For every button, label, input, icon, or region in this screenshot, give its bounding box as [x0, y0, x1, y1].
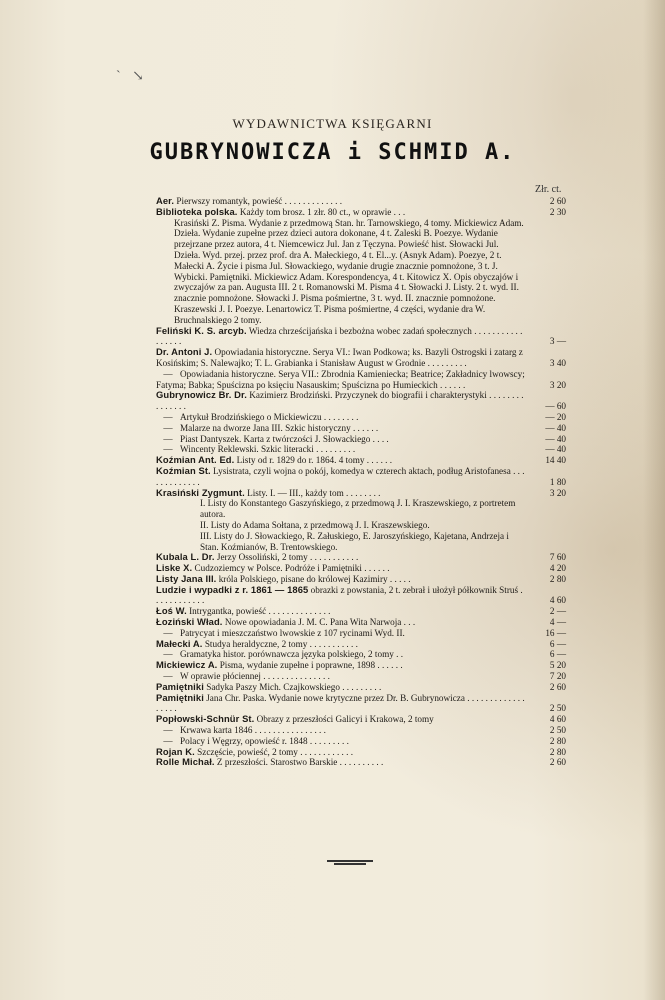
entry-author: Łoziński Wład.	[156, 616, 223, 628]
catalog-entry	[156, 434, 566, 445]
entry-text	[156, 747, 566, 758]
catalog-entry	[156, 714, 566, 725]
entry-title: Krwawa karta 1846 . . . . . . . . . . . . . . . .	[180, 725, 326, 736]
entry-text	[156, 488, 566, 499]
entry-text	[156, 725, 566, 736]
entry-price: 4 20	[549, 563, 566, 574]
entry-title: Listy. I. — III., każdy tom . . . . . . . .	[247, 487, 381, 498]
ditto-dash: —	[163, 735, 173, 746]
ditto-dash: —	[163, 627, 173, 638]
catalog-entry	[156, 736, 566, 747]
entry-price: 6 —	[549, 649, 566, 660]
entry-title: Sadyka Paszy Mich. Czajkowskiego . . . . . . . . .	[206, 681, 382, 692]
entry-text	[156, 455, 566, 466]
entry-title: Każdy tom brosz. 1 złr. 80 ct., w oprawie . . .	[239, 206, 406, 217]
entry-title: Z przeszłości. Starostwo Barskie . . . . . . . . . .	[216, 757, 384, 768]
entry-title: Cudzoziemcy w Polsce. Podróże i Pamiętniki . . . . . .	[194, 563, 390, 574]
entry-text	[156, 649, 566, 660]
entry-author: Pamiętniki	[156, 691, 204, 703]
entry-price: 2 —	[549, 606, 566, 617]
catalog-entry	[156, 725, 566, 736]
entry-title: Nowe opowiadania J. M. C. Pana Wita Narwoja . . .	[224, 617, 416, 628]
catalog-entry	[156, 552, 566, 563]
entry-title: Gramatyka histor. porównawcza języka polskiego, 2 tomy . .	[180, 649, 403, 660]
entry-author: Ludzie i wypadki z r. 1861 — 1865	[156, 583, 309, 595]
catalog-entry	[156, 747, 566, 758]
ditto-dash: —	[163, 411, 173, 422]
entry-text	[156, 390, 566, 412]
entry-title: Artykuł Brodzińskiego o Mickiewiczu . . . . . . . .	[180, 411, 359, 422]
catalog-entry	[156, 649, 566, 660]
entry-title: Listy od r. 1829 do r. 1864. 4 tomy . . . . . .	[236, 455, 393, 466]
entry-price: 1 80	[549, 476, 566, 487]
entry-price: 2 30	[549, 206, 566, 217]
entry-price: 2 80	[549, 573, 566, 584]
catalog-entry	[156, 326, 566, 348]
ditto-dash: —	[163, 649, 173, 660]
entry-text	[156, 671, 566, 682]
catalog-entry	[156, 423, 566, 434]
entry-text	[156, 347, 566, 369]
entry-title: Jerzy Ossoliński, 2 tomy . . . . . . . . . . .	[216, 552, 359, 563]
entry-price: 3 20	[549, 379, 566, 390]
entry-price: 14 40	[545, 455, 566, 466]
ditto-dash: —	[163, 671, 173, 682]
entry-author: Kubala L. Dr.	[156, 551, 215, 563]
catalog-entry	[156, 347, 566, 369]
entry-title: Opowiadania historyczne. Serya VII.: Zbrodnia Kamieniecka; Beatrice; Zakładnicy lwowscy; Fatyma; Babka; Spuścizna po księciu Nasauskim; Spuścizna po Humieckich . . . . . .	[156, 368, 525, 390]
entry-text	[156, 423, 566, 434]
catalog-entry	[156, 639, 566, 650]
entry-text	[156, 736, 566, 747]
entry-author: Rojan K.	[156, 745, 195, 757]
catalog-entry	[156, 207, 566, 218]
entry-author: Gubrynowicz Br. Dr.	[156, 389, 247, 401]
entry-price: 3 —	[549, 336, 566, 347]
entry-title: Patrycyat i mieszczaństwo lwowskie z 107 rycinami Wyd. II.	[180, 627, 405, 638]
entry-title: Obrazy z przeszłości Galicyi i Krakowa, 2 tomy	[256, 714, 434, 725]
entry-author: Koźmian St.	[156, 464, 211, 476]
entry-title: Polacy i Węgrzy, opowieść r. 1848 . . . . . . . . .	[180, 735, 349, 746]
entry-price: — 40	[545, 433, 566, 444]
entry-author: Liske X.	[156, 562, 193, 574]
catalog-entry	[156, 693, 566, 715]
entry-text	[156, 520, 566, 531]
entry-text	[156, 207, 566, 218]
entry-price: 2 50	[549, 703, 566, 714]
entry-title: Opowiadania historyczne. Serya VI.: Iwan Podkowa; ks. Bazyli Ostrogski i zatarg z Kosińskim; S. Nalewajko; T. L. Grabianka i Stanisław August w Grodnie . . . . . . . . .	[156, 347, 523, 368]
entry-price: 2 60	[549, 196, 566, 206]
catalog-entry	[156, 520, 566, 531]
catalog-entry	[156, 660, 566, 671]
entry-author: Łoś W.	[156, 605, 187, 617]
entry-title: Jana Chr. Paska. Wydanie nowe krytyczne przez Dr. B. Gubrynowicza . . . . . . . . . . . . . . . . . .	[156, 692, 525, 714]
catalog-entry	[156, 563, 566, 574]
entry-price: 2 60	[549, 681, 566, 692]
publisher-name: GUBRYNOWICZA i SCHMID A.	[149, 140, 516, 165]
entry-text	[156, 693, 566, 715]
entry-author: Pamiętniki	[156, 680, 204, 692]
entry-price: 4 60	[549, 595, 566, 606]
catalog-entry	[156, 617, 566, 628]
entry-author: Mickiewicz A.	[156, 659, 218, 671]
catalog-list	[156, 196, 566, 768]
entry-title: W oprawie płóciennej . . . . . . . . . . . . . . .	[180, 671, 330, 682]
ditto-dash: —	[163, 444, 173, 455]
entry-author: Listy Jana III.	[156, 572, 217, 584]
pencil-mark: ` ↘	[116, 69, 148, 84]
entry-text	[156, 639, 566, 650]
entry-title: Lysistrata, czyli wojna o pokój, komedya w czterech aktach, podług Aristofanesa . . . . . . . . . . . . .	[156, 465, 525, 487]
entry-price: 4 —	[549, 617, 566, 628]
entry-price: — 40	[545, 422, 566, 433]
entry-text	[156, 412, 566, 423]
catalog-entry	[156, 412, 566, 423]
ditto-dash: —	[163, 725, 173, 736]
entry-title: I. Listy do Konstantego Gaszyńskiego, z przedmową J. I. Kraszewskiego, z portretem autora.	[200, 498, 516, 520]
entry-price: — 40	[545, 444, 566, 455]
entry-price: — 20	[545, 411, 566, 422]
entry-author: Feliński K. S. arcyb.	[156, 324, 247, 336]
closing-ornament	[327, 860, 373, 864]
entry-price: — 60	[545, 401, 566, 412]
catalog-entry	[156, 369, 566, 391]
catalog-entry	[156, 585, 566, 607]
entry-price: 7 20	[549, 671, 566, 682]
ditto-dash: —	[163, 368, 173, 379]
entry-text	[156, 326, 566, 348]
entry-title: Intrygantka, powieść . . . . . . . . . . . . . .	[189, 606, 331, 617]
entry-text	[156, 218, 566, 326]
publisher-heading: WYDAWNICTWA KSIĘGARNI	[232, 116, 433, 131]
entry-title: obrazki z powstania, 2 t. zebrał i ułożył półkownik Struś . . . . . . . . . . . .	[156, 584, 523, 606]
entry-price: 4 60	[549, 714, 566, 725]
entry-title: Studya heraldyczne, 2 tomy . . . . . . . . . . .	[204, 638, 358, 649]
entry-author: Krasiński Zygmunt.	[156, 486, 245, 498]
catalog-entry	[156, 466, 566, 488]
entry-text	[156, 714, 566, 725]
catalog-entry	[156, 488, 566, 499]
entry-price: 5 20	[549, 660, 566, 671]
entry-text	[156, 617, 566, 628]
entry-author: Biblioteka polska.	[156, 205, 238, 217]
entry-title: Wincenty Reklewski. Szkic literacki . . . . . . . . .	[180, 444, 356, 455]
entry-text	[156, 552, 566, 563]
entry-title: króla Polskiego, pisane do królowej Kazimiry . . . . .	[218, 573, 411, 584]
catalog-entry	[156, 218, 566, 326]
entry-price: 2 60	[549, 757, 566, 768]
entry-text	[156, 660, 566, 671]
entry-price: 2 50	[549, 725, 566, 736]
entry-title: Wiedza chrześcijańska i bezbożna wobec zadań społecznych . . . . . . . . . . . . . . . . .	[156, 325, 523, 347]
entry-title: Krasiński Z. Pisma. Wydanie z przedmową Stan. hr. Tarnowskiego, 4 tomy. Mickiewicz Adam. Dzieła. Wydanie zupełne przez dzieci autora dokonane, 4 t. Zaleski B. Poezye. Wydanie przejrzane przez autora, 4 t. Niemcewicz Jul. Jan z Tęczyna. Powieść hist. Słowacki Jul. Dzieła. Wyd. przej. przez prof. dra A. Małeckiego, 4 t. El...y. (Asnyk Adam). Poezye, 2 t. Małecki A. Życie i pisma Jul. Słowackiego, wydanie drugie znacznie pomnożone, 3 t. J. Wybicki. Pamiętniki. Mickiewicz Adam. Korespondencya, 4 t. Kitowicz X. Opis obyczajów i zwyczajów za pan. Augusta III. 2 t. Romanowski M. Pisma 4 t. Słowacki J. Listy. 2 t. wyd. II. znacznie pomnożone. Słowacki J. Pisma pośmiertne, 3 t. wyd. II. znacznie pomnożone. Kraszewski J. I. Poezye. Lenartowicz T. Pisma pośmiertne, 4 części, wydanie dra W. Bruchnalskiego 2 tomy.	[174, 217, 524, 325]
entry-price: 7 60	[549, 552, 566, 563]
catalog-entry	[156, 498, 566, 520]
ditto-dash: —	[163, 433, 173, 444]
entry-title: Pisma, wydanie zupełne i poprawne, 1898 . . . . . .	[219, 660, 403, 671]
catalog-entry	[156, 757, 566, 768]
entry-text	[156, 757, 566, 768]
entry-text	[156, 682, 566, 693]
entry-price: 2 80	[549, 735, 566, 746]
entry-price: 3 40	[549, 357, 566, 368]
catalog-entry	[156, 682, 566, 693]
catalog-entry	[156, 390, 566, 412]
entry-title: Piast Dantyszek. Karta z twórczości J. Słowackiego . . . .	[180, 433, 389, 444]
ditto-dash: —	[163, 422, 173, 433]
catalog-entry	[156, 455, 566, 466]
entry-price: 6 —	[549, 638, 566, 649]
entry-title: Kazimierz Brodziński. Przyczynek do biografii i charakterystyki . . . . . . . . . . . . . . .	[156, 390, 524, 412]
entry-text	[156, 563, 566, 574]
price-column-header: Złr. ct.	[535, 184, 562, 195]
entry-author: Aer.	[156, 195, 175, 206]
entry-title: Pierwszy romantyk, powieść . . . . . . . . . . . . .	[176, 196, 343, 206]
entry-title: II. Listy do Adama Sołtana, z przedmową J. I. Kraszewskiego.	[200, 519, 430, 530]
entry-author: Koźmian Ant. Ed.	[156, 454, 235, 466]
entry-text	[156, 434, 566, 445]
catalog-entry	[156, 531, 566, 553]
entry-text	[156, 466, 566, 488]
entry-text	[156, 531, 566, 553]
entry-author: Małecki A.	[156, 637, 203, 649]
entry-title: Szczęście, powieść, 2 tomy . . . . . . . . . . . .	[197, 746, 354, 757]
entry-price: 16 —	[545, 627, 566, 638]
entry-text	[156, 628, 566, 639]
entry-author: Dr. Antoni J.	[156, 346, 213, 358]
entry-price: 3 20	[549, 487, 566, 498]
entry-author: Popłowski-Schnür St.	[156, 713, 255, 725]
entry-text	[156, 498, 566, 520]
entry-title: Malarze na dworze Jana III. Szkic historyczny . . . . . .	[180, 422, 379, 433]
entry-price: 2 80	[549, 746, 566, 757]
entry-author: Rolle Michał.	[156, 756, 215, 768]
entry-title: III. Listy do J. Słowackiego, R. Załuskiego, E. Jaroszyńskiego, Kajetana, Andrzeja i Stan. Koźmianów, B. Trentowskiego.	[200, 530, 509, 552]
catalog-entry	[156, 671, 566, 682]
entry-text	[156, 369, 566, 391]
entry-text	[156, 585, 566, 607]
catalog-entry	[156, 628, 566, 639]
